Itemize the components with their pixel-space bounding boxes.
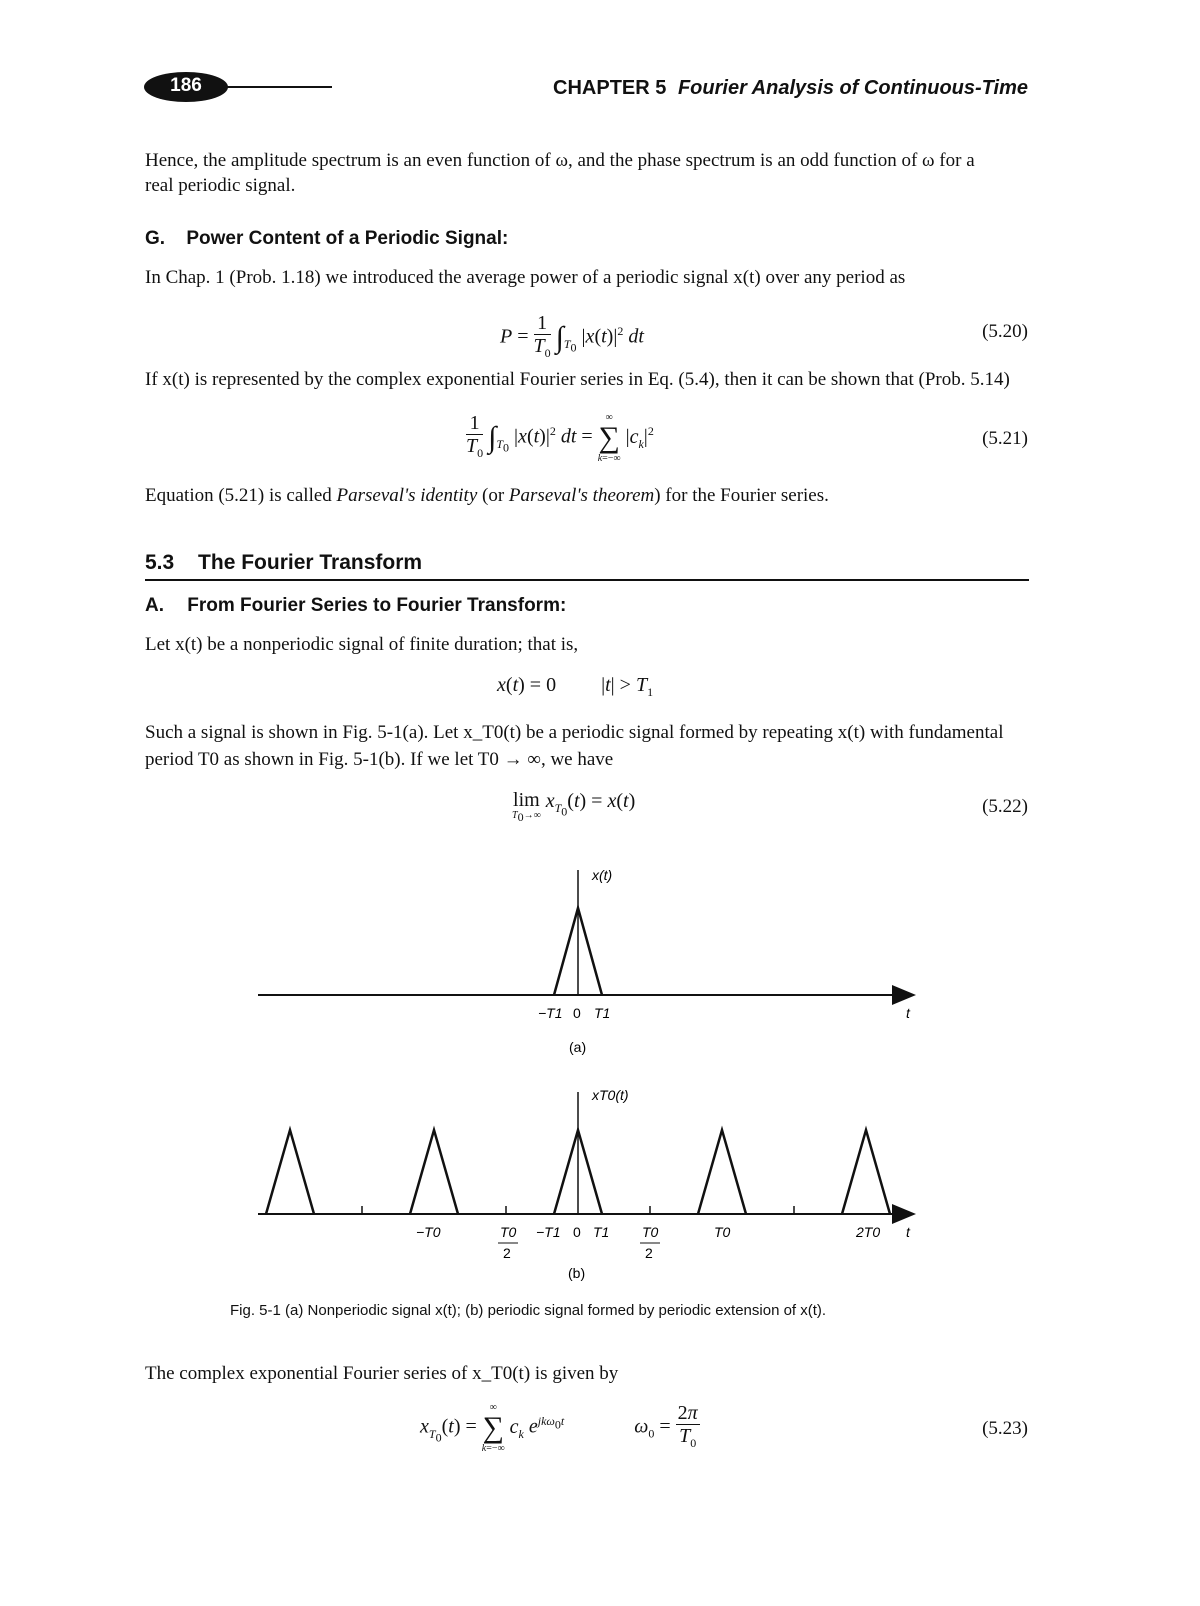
figure-caption: Fig. 5-1 (a) Nonperiodic signal x(t); (b) periodic signal formed by periodic extension of x(t).: [230, 1302, 827, 1319]
fig-b-pulse: [842, 1130, 890, 1214]
fig-b-pulse: [266, 1130, 314, 1214]
fig-b-caption: (b): [568, 1265, 586, 1281]
intro-line-2: real periodic signal.: [145, 175, 296, 196]
section-a-heading: [145, 595, 566, 617]
parseval-text-e: ) for the Fourier series.: [654, 485, 829, 506]
eq-5-20-label: (5.20): [982, 321, 1028, 342]
section-g-title: Power Content of a Periodic Signal:: [186, 228, 509, 249]
section-g-heading: [145, 228, 508, 250]
figure-5-1: [0, 860, 1200, 1330]
eq-5-22-label: (5.22): [982, 796, 1028, 817]
fig-a-tick-zero: 0: [573, 1005, 581, 1021]
header-rule: [220, 86, 332, 88]
eq-5-23-label: (5.23): [982, 1418, 1028, 1439]
chapter-heading: [553, 77, 1028, 100]
equation-finite-duration: x(t) = 0 $|t| > T_1$: [497, 674, 654, 699]
fig-b-tick-2t0: 2T0: [856, 1224, 881, 1240]
page-number: 186: [170, 75, 202, 96]
eq-5-21-label: (5.21): [982, 428, 1028, 449]
section-5-3-heading: [145, 551, 422, 575]
section-g-text: In Chap. 1 (Prob. 1.18) we introduced the average power of a periodic signal x(t) over any period as: [145, 267, 906, 288]
fig-b-tick-neg-t0: −T0: [416, 1224, 441, 1240]
fig-b-pulse: [410, 1130, 458, 1214]
parseval-theorem: Parseval's theorem: [508, 485, 655, 506]
fig-b-tick-half-t0-den: 2: [645, 1245, 653, 1261]
parseval-text-a: Equation (5.21) is called: [145, 485, 337, 506]
fig-b-tick-t1: T1: [593, 1224, 610, 1240]
equation-5-22: lim $T_0\to\infty$ $x_{T_0}(t) = x(t)$: [512, 789, 636, 824]
fig-b-tick-t0: T0: [714, 1224, 731, 1240]
closing-text: The complex exponential Fourier series of x_T0(t) is given by: [145, 1363, 619, 1384]
equation-5-21: $\frac{1}{T_0}$ $\int_{T_0}$ $|x(t)|^2$ dt = ∞ ∑ k=−∞ $|c_k|^2$: [466, 412, 654, 464]
section-a-title: From Fourier Series to Fourier Transform:: [187, 595, 567, 616]
fig-a-caption: (a): [569, 1039, 587, 1055]
fig-b-tick-neg-half-t0-den: 2: [503, 1245, 511, 1261]
chapter-title: Fourier Analysis of Continuous-Time: [677, 77, 1028, 99]
fig-a-tick-t1: T1: [594, 1005, 611, 1021]
parseval-identity: Parseval's identity: [336, 485, 478, 506]
parseval-text-c: (or: [477, 485, 509, 506]
section-a-text-2-line-1: Such a signal is shown in Fig. 5-1(a). Let x_T0(t) be a periodic signal formed by repeating x(t) with fundamental: [145, 722, 1004, 743]
intro-line-1: Hence, the amplitude spectrum is an even function of ω, and the phase spectrum is an odd function of ω for a: [145, 150, 975, 171]
fig-a-tick-neg-t1: −T1: [538, 1005, 563, 1021]
fig-a-t-label: t: [906, 1005, 910, 1021]
equation-5-20: P = $\frac{1}{T_0}$ $\int_{T_0}$ $|x(t)|^2$ dt: [500, 312, 644, 360]
fig-b-tick-half-t0-num: T0: [642, 1224, 659, 1240]
fig-b-pulse: [698, 1130, 746, 1214]
fig-b-tick-neg-t1: −T1: [536, 1224, 561, 1240]
section-5-3-number: 5.3: [145, 551, 175, 574]
section-5-3-title: The Fourier Transform: [198, 551, 423, 574]
fig-b-tick-zero: 0: [573, 1224, 581, 1240]
section-g-letter: G.: [145, 228, 166, 249]
fig-b-y-label: xT0(t): [592, 1087, 629, 1103]
fig-a-y-label: x(t): [592, 867, 613, 883]
section-a-text: Let x(t) be a nonperiodic signal of finite duration; that is,: [145, 634, 579, 655]
fig-b-tick-neg-half-t0-num: T0: [500, 1224, 517, 1240]
fig-b-t-label: t: [906, 1224, 910, 1240]
parseval-sentence: [145, 482, 829, 509]
section-a-text-2-line-2: period T0 as shown in Fig. 5-1(b). If we let T0 → ∞, we have: [145, 749, 614, 770]
section-a-letter: A.: [145, 595, 164, 616]
chapter-label: CHAPTER 5: [553, 77, 667, 99]
section-5-3-rule: [145, 579, 1029, 581]
equation-5-23: $x_{T_0}(t)$ = ∞ ∑ k=−∞ $c_k$ $e^{jk\omega_0t}$ $\omega_0$ = $\frac{2\pi}{T_0}$: [420, 1402, 698, 1454]
section-g-text-2: If x(t) is represented by the complex exponential Fourier series in Eq. (5.4), then it can be shown that (Prob. 5.14): [145, 369, 1010, 390]
